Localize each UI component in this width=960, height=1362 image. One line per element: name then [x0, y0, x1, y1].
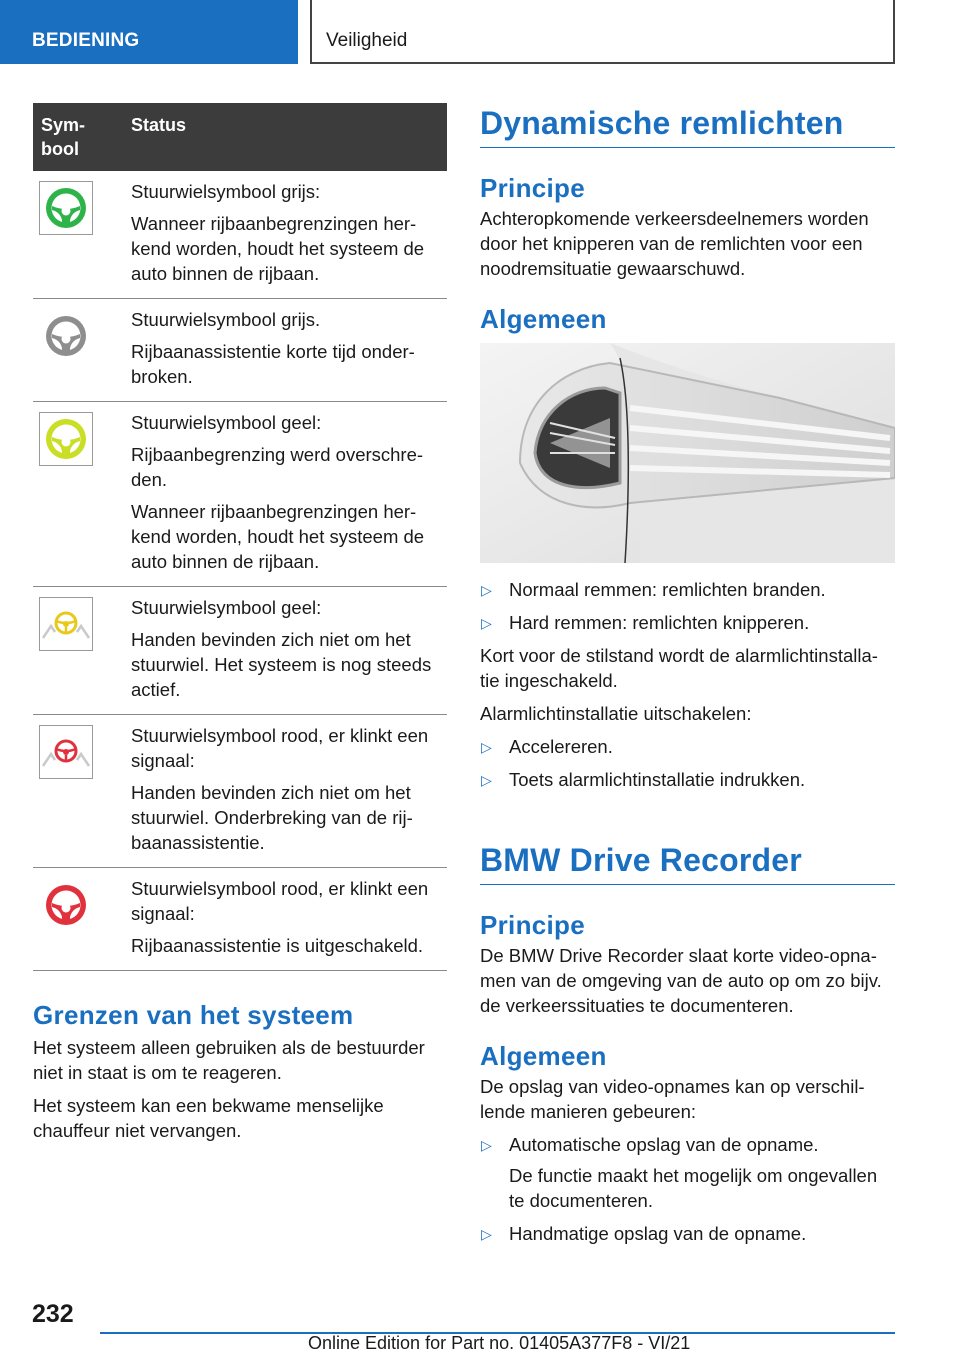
status-text: Stuurwielsymbool grijs.: [131, 309, 321, 330]
status-text: Handen bevinden zich niet om het stuurwiel. Het systeem is nog steeds actief.: [131, 629, 432, 700]
brake-bullet-list: [480, 577, 895, 635]
list-item-subtext: De functie maakt het mogelijk om ongevallen te documenteren.: [509, 1165, 878, 1211]
recorder-principle-text: De BMW Drive Recorder slaat korte video-opna-men van de omgeving van de auto op om zo bijv. de verkeerssituaties te documenteren.: [480, 945, 882, 1016]
status-text: Stuurwielsymbool rood, er klinkt een signaal:: [131, 878, 429, 924]
brake-lights-title: Dynamische remlichten: [480, 103, 895, 148]
status-cell: [123, 868, 447, 971]
symbol-status-table: [33, 103, 447, 971]
status-text: Stuurwielsymbool geel:: [131, 412, 322, 433]
right-column: [480, 103, 895, 1254]
list-item: [480, 767, 895, 792]
symbol-cell: [33, 171, 123, 299]
triangle-bullet-icon: ▷: [481, 772, 492, 788]
list-item: [480, 734, 895, 759]
header-section-label: BEDIENING: [0, 0, 298, 64]
brake-principle-heading: Principe: [480, 173, 585, 203]
symbol-cell: [33, 715, 123, 868]
list-item: [480, 577, 895, 602]
triangle-bullet-icon: ▷: [481, 1226, 492, 1242]
status-text: Rijbaanassistentie korte tijd onder-broken.: [131, 341, 415, 387]
recorder-general-heading: Algemeen: [480, 1041, 607, 1071]
hands-off-steering-yellow-icon: [39, 597, 93, 651]
list-item-text: Accelereren.: [509, 736, 613, 757]
status-text: Rijbaanassistentie is uitgeschakeld.: [131, 935, 424, 956]
table-row: [33, 299, 447, 402]
header-symbol: Sym- bool: [33, 103, 123, 171]
status-text: Wanneer rijbaanbegrenzingen her-kend worden, houdt het systeem de auto binnen de rijbaan.: [131, 501, 425, 572]
limits-heading: Grenzen van het systeem: [33, 1000, 354, 1030]
limits-paragraph: Het systeem alleen gebruiken als de bestuurder niet in staat is om te reageren.: [33, 1037, 425, 1083]
header-status: Status: [123, 103, 447, 171]
brake-paragraph: Kort voor de stilstand wordt de alarmlichtinstalla-tie ingeschakeld.: [480, 645, 878, 691]
list-item-text: Toets alarmlichtinstallatie indrukken.: [509, 769, 806, 790]
status-text: Stuurwielsymbool rood, er klinkt een signaal:: [131, 725, 429, 771]
list-item-text: Handmatige opslag van de opname.: [509, 1223, 807, 1244]
status-cell: [123, 299, 447, 402]
symbol-cell: [33, 402, 123, 587]
steering-wheel-red-icon: [39, 878, 93, 932]
list-item: [480, 1221, 895, 1246]
list-item: [480, 610, 895, 635]
recorder-principle-heading: Principe: [480, 910, 585, 940]
footer-edition: Online Edition for Part no. 01405A377F8 - VI/21: [308, 1333, 691, 1353]
status-text: Stuurwielsymbool geel:: [131, 597, 322, 618]
status-cell: [123, 402, 447, 587]
table-row: [33, 402, 447, 587]
list-item: [480, 1132, 895, 1213]
list-item-text: Normaal remmen: remlichten branden.: [509, 579, 826, 600]
brake-principle-text: Achteropkomende verkeersdeelnemers worden door het knipperen van de remlichten voor een noodremsituatie gewaarschuwd.: [480, 208, 869, 279]
list-item-text: Hard remmen: remlichten knipperen.: [509, 612, 810, 633]
page-number: 232: [32, 1300, 74, 1328]
rear-light-illustration: [480, 343, 895, 563]
steering-wheel-green-icon: [39, 181, 93, 235]
recorder-title: BMW Drive Recorder: [480, 840, 895, 885]
triangle-bullet-icon: ▷: [481, 739, 492, 755]
table-header-row: [33, 103, 447, 171]
table-row: [33, 715, 447, 868]
table-row: [33, 171, 447, 299]
limits-paragraph: Het systeem kan een bekwame menselijke chauffeur niet vervangen.: [33, 1095, 384, 1141]
table-row: [33, 587, 447, 715]
status-text: Stuurwielsymbool grijs:: [131, 181, 321, 202]
symbol-cell: [33, 299, 123, 402]
status-text: Wanneer rijbaanbegrenzingen her-kend worden, houdt het systeem de auto binnen de rijbaan.: [131, 213, 425, 284]
symbol-cell: [33, 868, 123, 971]
recorder-bullet-list: [480, 1132, 895, 1246]
status-cell: [123, 715, 447, 868]
hands-off-steering-red-icon: [39, 725, 93, 779]
symbol-cell: [33, 587, 123, 715]
triangle-bullet-icon: ▷: [481, 615, 492, 631]
status-cell: [123, 171, 447, 299]
triangle-bullet-icon: ▷: [481, 1137, 492, 1153]
brake-bullet-list: [480, 734, 895, 792]
left-column: [33, 103, 447, 1151]
status-text: Rijbaanbegrenzing werd overschre-den.: [131, 444, 424, 490]
brake-general-heading: Algemeen: [480, 304, 607, 334]
table-row: [33, 868, 447, 971]
header-chapter-label: Veiligheid: [310, 0, 895, 64]
list-item-text: Automatische opslag van de opname.: [509, 1134, 819, 1155]
status-cell: [123, 587, 447, 715]
steering-wheel-yellow-icon: [39, 412, 93, 466]
triangle-bullet-icon: ▷: [481, 582, 492, 598]
status-text: Handen bevinden zich niet om het stuurwiel. Onderbreking van de rij-baanassistentie.: [131, 782, 413, 853]
brake-paragraph: Alarmlichtinstallatie uitschakelen:: [480, 703, 752, 724]
recorder-general-text: De opslag van video-opnames kan op verschil-lende manieren gebeuren:: [480, 1076, 865, 1122]
steering-wheel-grey-icon: [39, 309, 93, 363]
